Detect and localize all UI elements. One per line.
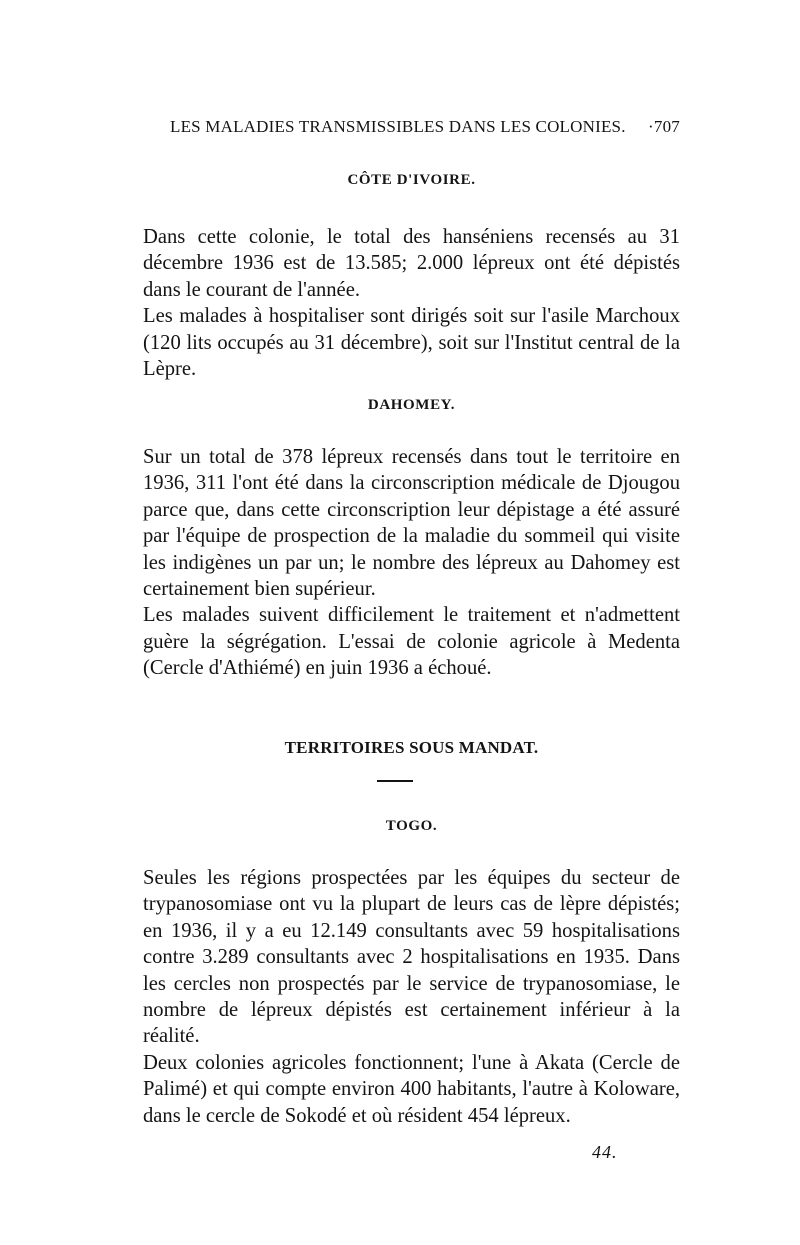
running-head (170, 117, 680, 137)
section-body-togo (143, 865, 680, 1129)
page-number: ·707 (648, 117, 680, 136)
paragraph: Deux colonies agricoles fonctionnent; l'une à Akata (Cercle de Palimé) et qui compte environ 400 habitants, l'autre à Koloware, dans le cercle de Sokodé et où résident 454 lépreux. (143, 1051, 680, 1127)
paragraph: Sur un total de 378 lépreux recensés dans tout le territoire en 1936, 311 l'ont été dans la circonscription médicale de Djougou parce que, dans cette circonscription leur dépistage a été assuré par l'équipe de prospection de la maladie du sommeil qui visite les indigènes un par un; le nombre des lépreux au Dahomey est certainement bien supérieur. (143, 446, 680, 601)
signature-mark: 44. (592, 1142, 618, 1162)
section-heading-dahomey: DAHOMEY. (367, 397, 456, 413)
running-title: LES MALADIES TRANSMISSIBLES DANS LES COLONIES. (170, 117, 626, 136)
paragraph: Dans cette colonie, le total des hanséniens recensés au 31 décembre 1936 est de 13.585; 2.000 lépreux ont été dépistés dans le courant de l'année. (143, 226, 680, 301)
paragraph: Seules les régions prospectées par les équipes du secteur de trypanosomiase ont vu la plupart de leurs cas de lèpre dépistés; en 1936, il y a eu 12.149 consultants avec 59 hospitalisations contre 3.289 consultants avec 2 hospitalisations en 1935. Dans les cercles non prospectés par le service de trypanosomiase, le nombre de lépreux dépistés est certainement inférieur à la réalité. (143, 867, 680, 1048)
section-heading-togo: TOGO. (385, 818, 438, 834)
section-body-dahomey (143, 444, 680, 682)
section-divider (377, 780, 413, 782)
section-body-cote-ivoire (143, 224, 680, 382)
section-heading-territoires: TERRITOIRES SOUS MANDAT. (284, 738, 539, 757)
section-heading-cote-ivoire: CÔTE D'IVOIRE. (347, 172, 476, 188)
paragraph: Les malades à hospitaliser sont dirigés soit sur l'asile Marchoux (120 lits occupés au 31 décembre), soit sur l'Institut central de la Lèpre. (143, 305, 680, 381)
paragraph: Les malades suivent difficilement le traitement et n'admettent guère la ségrégation. L'essai de colonie agricole à Medenta (Cercle d'Athiémé) en juin 1936 a échoué. (143, 604, 680, 680)
